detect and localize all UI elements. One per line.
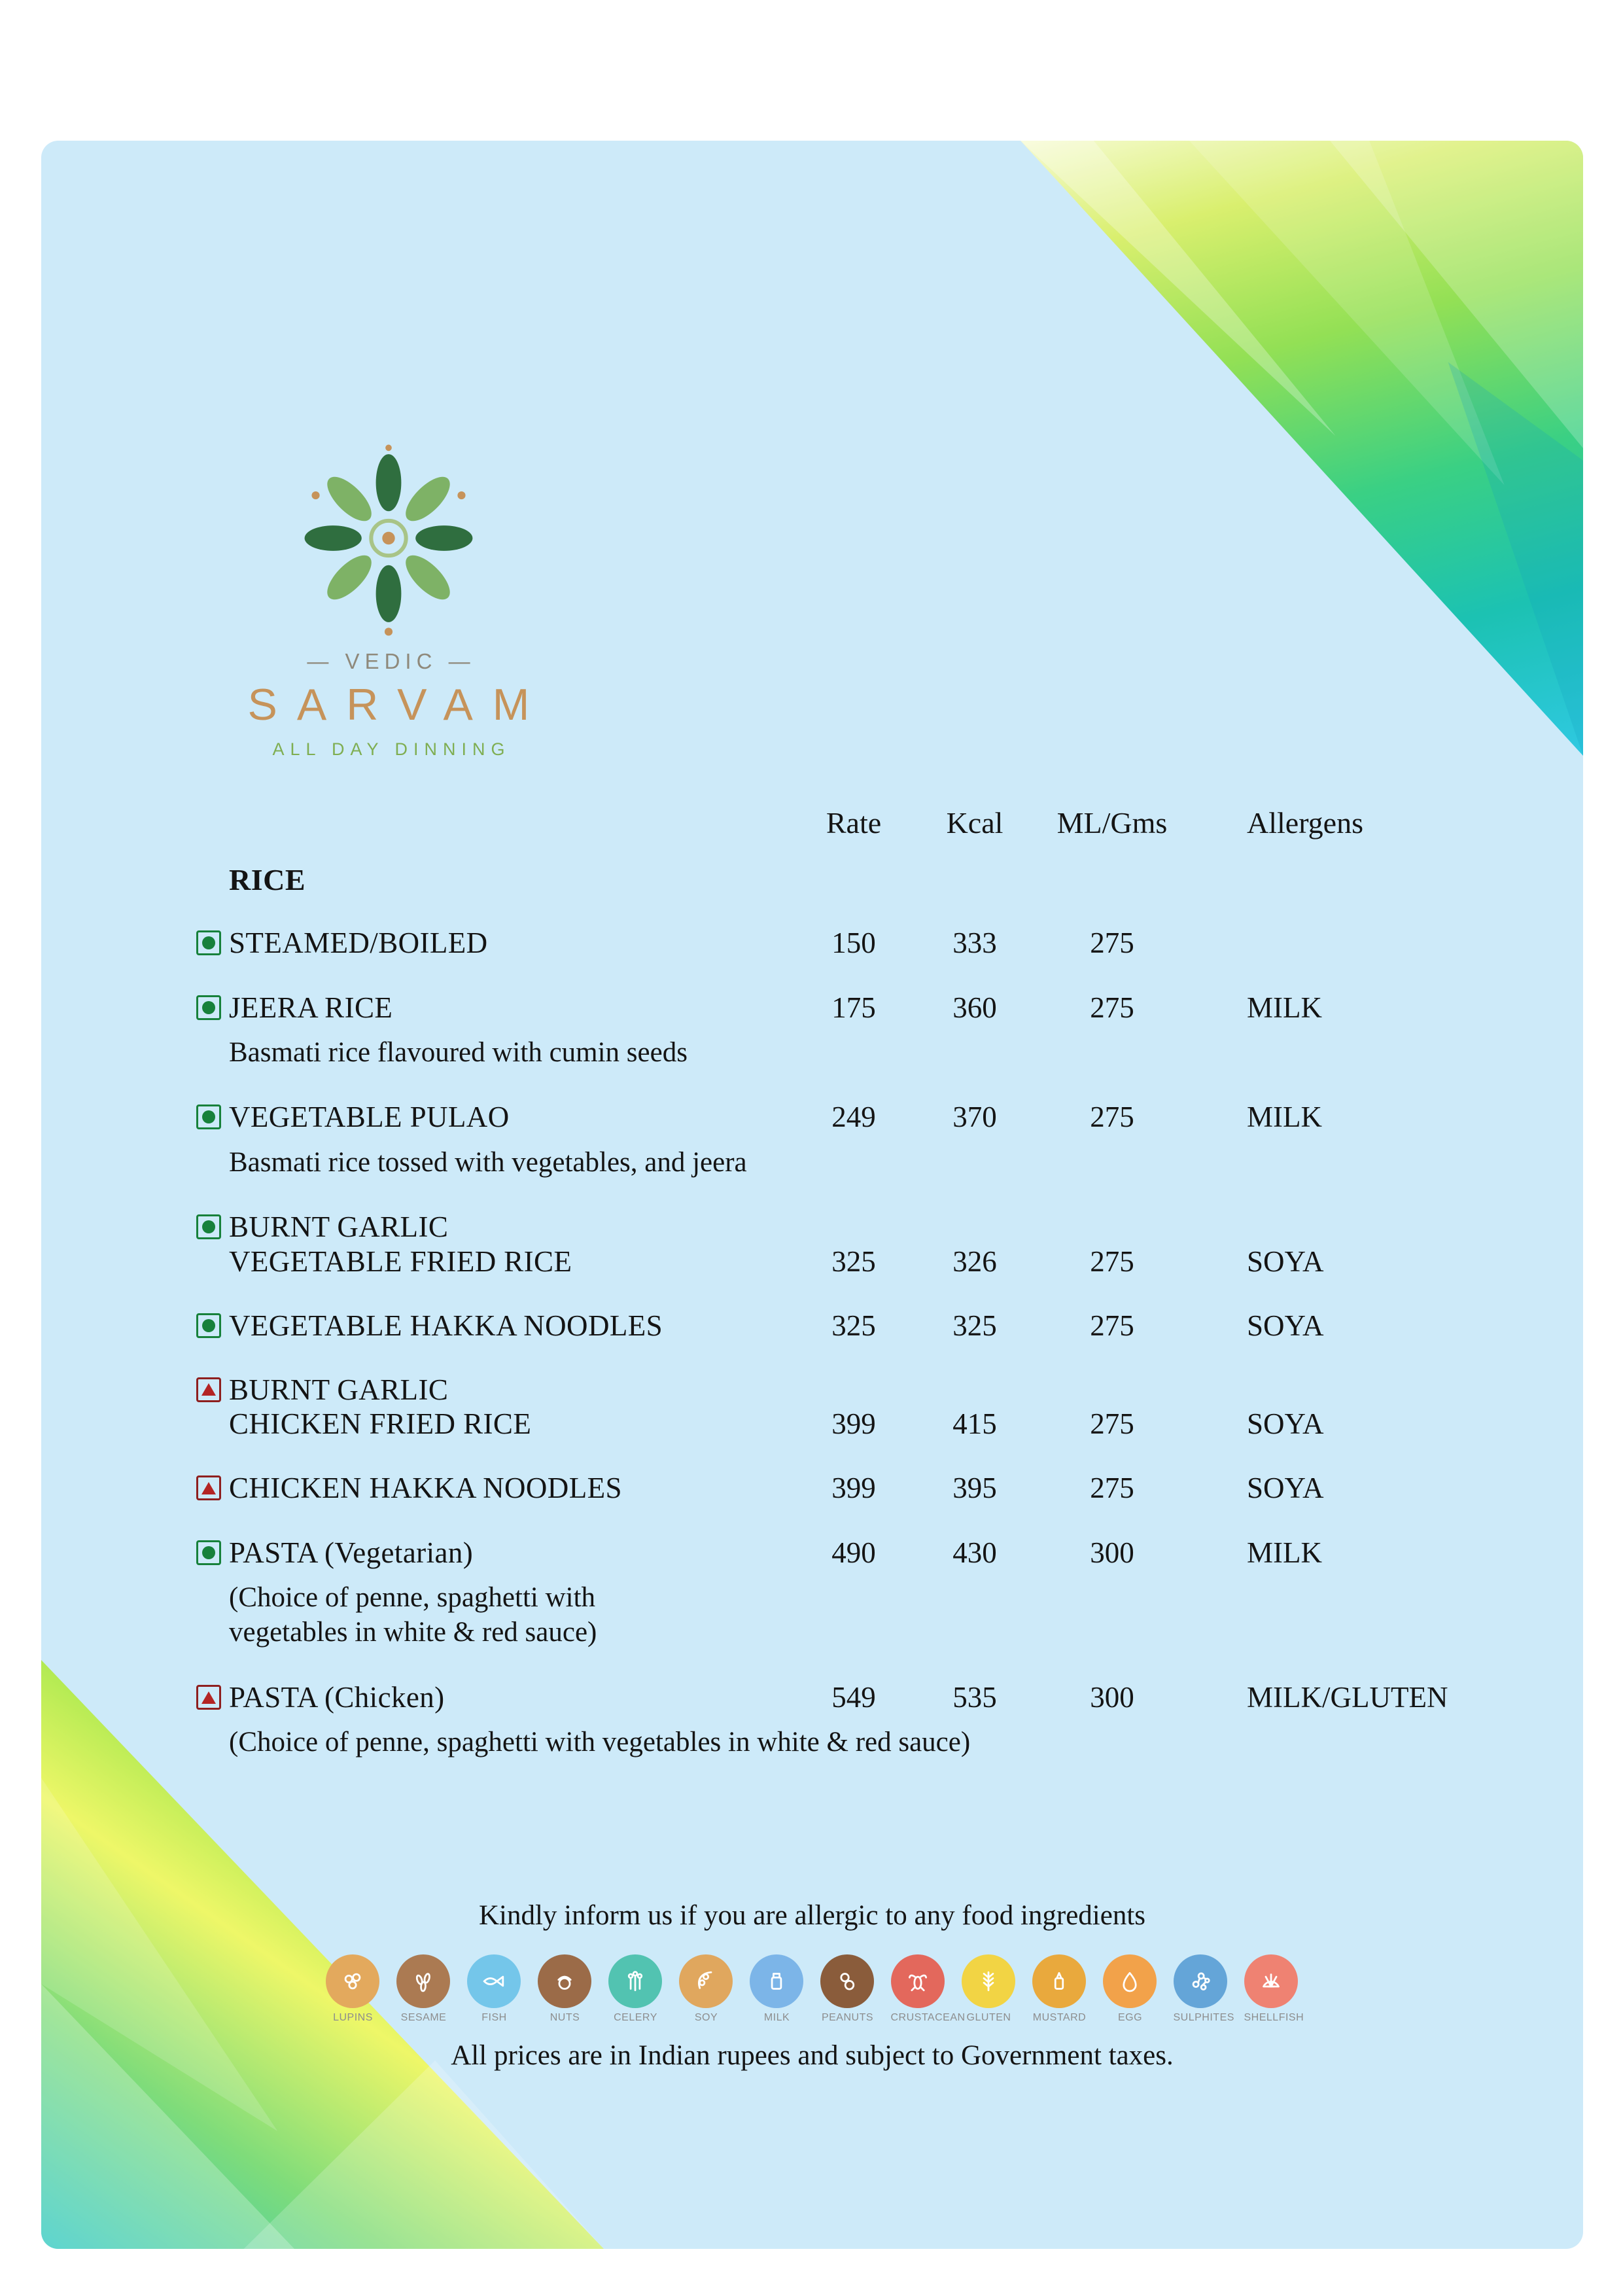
allergen-legend-item [750,1954,805,2024]
allergen-legend-label: CRUSTACEAN [890,2012,966,2023]
item-qty: 275 [1090,1472,1134,1505]
brand-name: SARVAM [247,680,550,730]
item-name: PASTA (Chicken) [229,1681,445,1714]
item-name: VEGETABLE PULAO [229,1101,510,1134]
item-rate: 325 [831,1309,876,1342]
celery-icon [608,1954,662,2008]
item-description: Basmati rice tossed with vegetables, and jeera [229,1146,747,1178]
crustacean-icon [891,1954,945,2008]
menu-item-row [196,926,1531,960]
veg-icon [196,1313,221,1338]
allergen-legend-label: EGG [1117,2012,1143,2023]
allergen-legend [41,1954,1583,2024]
allergen-legend-label: SULPHITES [1173,2012,1234,2023]
menu-item-row [196,1536,1531,1651]
soy-icon [679,1954,733,2008]
table-header-row [196,805,1531,840]
item-kcal: 395 [952,1472,997,1505]
menu-item-row [196,1210,1531,1278]
egg-icon [1103,1954,1157,2008]
allergen-legend-item [1244,1954,1304,2024]
menu-table [196,805,1531,1790]
header-allergens: Allergens [1247,806,1364,839]
item-qty: 275 [1090,1309,1134,1342]
item-name: JEERA RICE [229,991,393,1024]
veg-icon [196,1540,221,1565]
allergen-legend-item [326,1954,381,2024]
fish-icon [467,1954,521,2008]
allergen-legend-item [820,1954,875,2024]
header-ml-gms: ML/Gms [1056,806,1168,839]
item-kcal: 535 [952,1681,997,1714]
item-allergens: SOYA [1247,1472,1324,1505]
item-rate: 399 [831,1407,876,1441]
menu-item-row [196,1471,1531,1505]
menu-card [41,141,1583,2249]
item-description: Basmati rice flavoured with cumin seeds [229,1036,688,1068]
milk-icon [750,1954,803,2008]
section-title-rice: RICE [229,863,306,897]
allergen-legend-item [890,1954,966,2024]
item-rate: 175 [831,991,876,1024]
item-name: VEGETABLE HAKKA NOODLES [229,1309,663,1342]
allergen-legend-label: FISH [481,2012,507,2023]
allergen-legend-item [538,1954,593,2024]
peanuts-icon [820,1954,874,2008]
allergen-legend-label: MILK [763,2012,790,2023]
allergen-legend-label: GLUTEN [966,2012,1011,2023]
gluten-icon [962,1954,1015,2008]
item-qty: 275 [1090,991,1134,1024]
shellfish-icon [1244,1954,1298,2008]
allergen-legend-item [1103,1954,1158,2024]
item-name: STEAMED/BOILED [229,927,488,960]
allergen-legend-label: MUSTARD [1032,2012,1087,2023]
item-kcal: 326 [952,1245,997,1278]
item-allergens: SOYA [1247,1309,1324,1342]
menu-item-row [196,1680,1531,1760]
mustard-icon [1032,1954,1086,2008]
menu-item-row [196,1100,1531,1180]
allergen-legend-label: NUTS [550,2012,580,2023]
item-name: BURNT GARLIC [229,1373,449,1406]
item-qty: 275 [1090,1407,1134,1441]
allergen-legend-item [1032,1954,1087,2024]
allergen-legend-item [467,1954,522,2024]
item-allergens: SOYA [1247,1407,1324,1441]
item-allergens: SOYA [1247,1245,1324,1278]
sesame-icon [396,1954,450,2008]
mandala-logo-icon [290,435,487,641]
allergen-legend-label: PEANUTS [821,2012,874,2023]
brand-vedic-label: — VEDIC — [307,649,476,673]
non-veg-icon [196,1685,221,1710]
allergen-legend-label: CELERY [614,2012,657,2023]
item-rate: 549 [831,1681,876,1714]
allergen-legend-label: LUPINS [333,2012,373,2023]
allergen-legend-label: SOY [694,2012,718,2023]
item-qty: 275 [1090,927,1134,960]
item-name: BURNT GARLIC [229,1210,449,1244]
allergen-legend-item [962,1954,1017,2024]
item-rate: 490 [831,1536,876,1569]
allergen-legend-label: SESAME [400,2012,447,2023]
header-kcal: Kcal [946,806,1003,839]
menu-item-row [196,1309,1531,1343]
item-kcal: 360 [952,991,997,1024]
veg-icon [196,930,221,955]
item-name: CHICKEN HAKKA NOODLES [229,1472,622,1505]
item-name-line2: VEGETABLE FRIED RICE [229,1245,572,1278]
allergy-note: Kindly inform us if you are allergic to any food ingredients [478,1900,1146,1931]
item-allergens: MILK [1247,1101,1322,1134]
item-rate: 325 [831,1245,876,1278]
brand-block [218,435,559,760]
item-allergens: MILK [1247,1536,1322,1569]
nuts-icon [538,1954,591,2008]
menu-item-row [196,991,1531,1070]
corner-decoration-top-right [1021,141,1583,756]
menu-item-row [196,1373,1531,1441]
item-name-line2: CHICKEN FRIED RICE [229,1407,532,1441]
allergen-legend-label: SHELLFISH [1244,2012,1304,2023]
item-kcal: 370 [952,1101,997,1134]
item-description: (Choice of penne, spaghetti with vegetables in white & red sauce) [229,1727,971,1758]
item-kcal: 415 [952,1407,997,1441]
veg-icon [196,1104,221,1129]
allergen-legend-item [679,1954,734,2024]
item-kcal: 333 [952,927,997,960]
item-qty: 300 [1090,1536,1134,1569]
item-rate: 399 [831,1472,876,1505]
lupins-icon [326,1954,379,2008]
item-qty: 275 [1090,1101,1134,1134]
item-rate: 249 [831,1101,876,1134]
item-allergens: MILK [1247,991,1322,1024]
item-name: PASTA (Vegetarian) [229,1536,474,1569]
non-veg-icon [196,1377,221,1402]
non-veg-icon [196,1475,221,1500]
item-qty: 300 [1090,1681,1134,1714]
allergen-legend-item [396,1954,451,2024]
item-allergens: MILK/GLUTEN [1247,1681,1448,1714]
header-rate: Rate [826,806,882,839]
item-kcal: 430 [952,1536,997,1569]
item-qty: 275 [1090,1245,1134,1278]
brand-tagline: ALL DAY DINNING [272,739,511,759]
price-note: All prices are in Indian rupees and subject to Government taxes. [451,2040,1174,2071]
item-kcal: 325 [952,1309,997,1342]
item-description: (Choice of penne, spaghetti with vegetables in white & red sauce) [229,1581,597,1648]
allergen-legend-item [1173,1954,1234,2024]
veg-icon [196,1214,221,1239]
veg-icon [196,995,221,1020]
item-rate: 150 [831,927,876,960]
sulphites-icon [1174,1954,1227,2008]
allergen-legend-item [608,1954,663,2024]
